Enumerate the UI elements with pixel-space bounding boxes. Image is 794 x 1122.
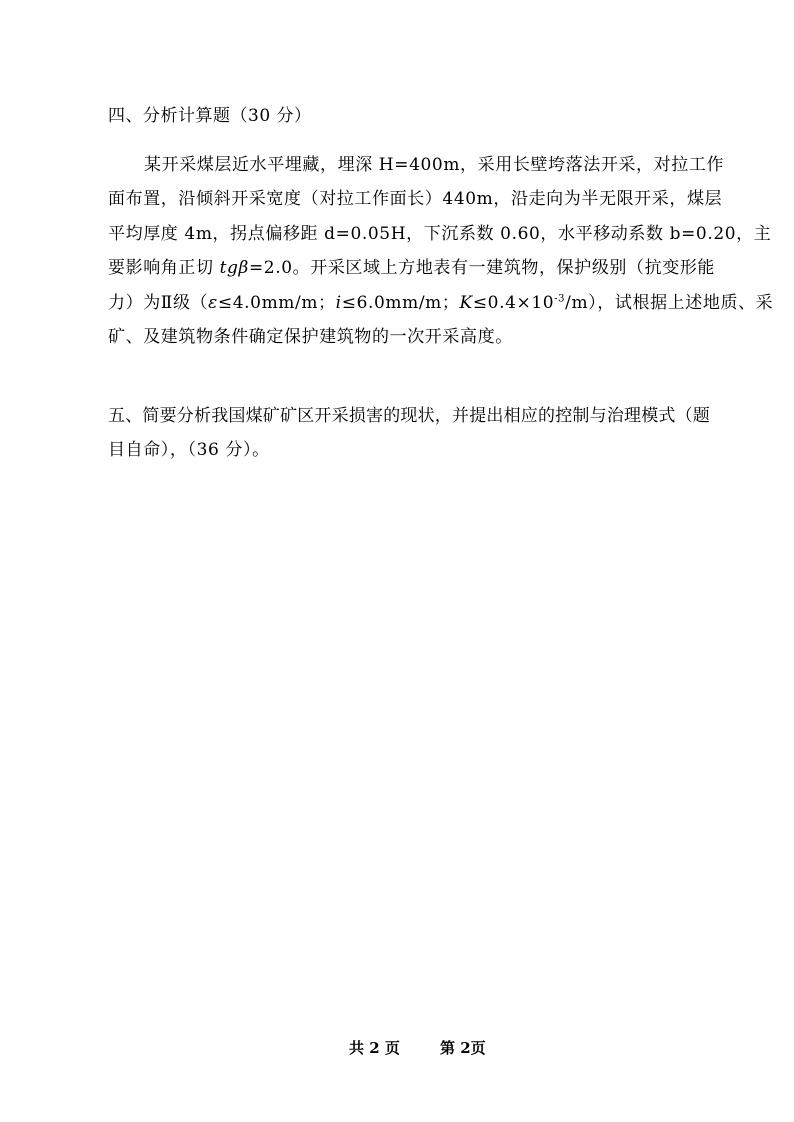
section-4-heading: 四、分析计算题（30 分）: [108, 106, 312, 126]
problem-line-5: [108, 291, 773, 315]
problem-line-5-part-a: 力）为Ⅱ级（: [108, 293, 209, 313]
problem-line-5-part-e: /m），试根据上述地质、采: [565, 293, 774, 313]
problem-line-5-part-c: ≤6.0mm/m；: [341, 293, 460, 313]
problem-line-4: [108, 256, 715, 280]
section-5-line-1: 五、简要分析我国煤矿矿区开采损害的现状，并提出相应的控制与治理模式（题: [108, 406, 710, 426]
problem-line-1: 某开采煤层近水平埋藏，埋深 H=400m，采用长壁垮落法开采，对拉工作: [144, 155, 725, 175]
page-number: 第 2页: [440, 1039, 486, 1057]
tilt-symbol: i: [335, 293, 342, 313]
page-total: 共 2 页: [349, 1039, 400, 1057]
exponent: -3: [554, 293, 566, 305]
problem-line-3: 平均厚度 4m，拐点偏移距 d=0.05H，下沉系数 0.60，水平移动系数 b=0.20，主: [108, 224, 772, 244]
problem-line-4-part-a: 要影响角正切: [108, 258, 220, 278]
section-5-question: [108, 404, 726, 484]
epsilon-symbol: ε: [208, 293, 218, 313]
problem-line-6: 矿、及建筑物条件确定保护建筑物的一次开采高度。: [108, 327, 513, 347]
section-4-problem: [108, 153, 774, 363]
problem-line-2: 面布置，沿倾斜开采宽度（对拉工作面长）440m，沿走向为半无限开采，煤层: [108, 189, 723, 209]
curvature-symbol: K: [459, 293, 473, 313]
problem-line-5-part-d: ≤0.4×10: [472, 293, 555, 313]
problem-line-5-part-b: ≤4.0mm/m；: [217, 293, 336, 313]
section-5-line-2: 目自命），（36 分）。: [108, 440, 270, 460]
tangent-beta-symbol: tgβ: [219, 258, 249, 278]
problem-line-4-part-b: =2.0。开采区域上方地表有一建筑物，保护级别（抗变形能: [248, 258, 716, 278]
